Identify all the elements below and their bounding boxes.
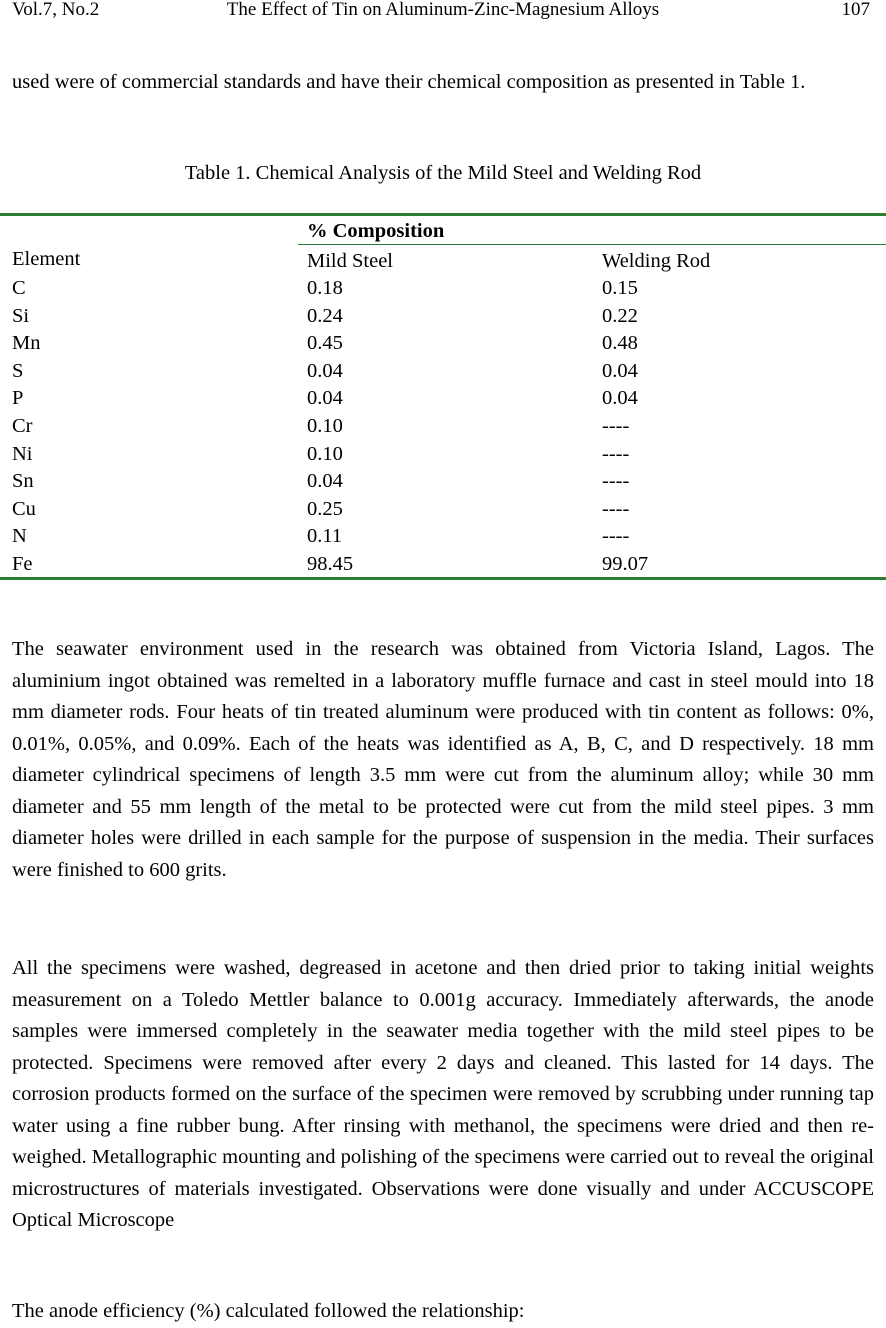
welding-rod-cell: 0.15: [602, 277, 638, 299]
table-row: [0, 551, 886, 579]
table-row: [0, 496, 886, 524]
paragraph-specimens: All the specimens were washed, degreased in acetone and then dried prior to taking initial weights measurement on a Toledo Mettler balance to 0.001g accuracy. Immediately afterwards, the anode samples were immersed completely in the seawater media together with the mild steel pipes to be protected. Specimens were removed after every 2 days and cleaned. This lasted for 14 days. The corrosion products formed on the surface of the specimen were removed by scrubbing under running tap water using a fine rubber bung. After rinsing with methanol, the specimens were dried and then re-weighed. Metallographic mounting and polishing of the specimens were carried out to reveal the original microstructures of materials investigated. Observations were done visually and under ACCUSCOPE Optical Microscope: [12, 957, 874, 1231]
welding-rod-cell: 0.04: [602, 359, 638, 382]
running-head: [12, 0, 874, 22]
welding-rod-cell: ----: [602, 525, 630, 548]
welding-rod-cell: 99.07: [602, 552, 649, 575]
page-number: 107: [841, 0, 870, 20]
mild-steel-cell: 0.10: [307, 414, 343, 437]
table-row: [0, 330, 886, 358]
welding-rod-column-header: Welding Rod: [602, 250, 711, 272]
element-cell: S: [12, 359, 24, 382]
element-cell: Sn: [12, 470, 34, 493]
paragraph-efficiency: The anode efficiency (%) calculated followed the relationship:: [12, 1300, 525, 1322]
mild-steel-cell: 0.11: [307, 525, 343, 548]
composition-group-header: % Composition: [307, 220, 445, 242]
mild-steel-cell: 0.04: [307, 359, 343, 382]
paragraph-seawater: The seawater environment used in the research was obtained from Victoria Island, Lagos. The aluminium ingot obtained was remelted in a laboratory muffle furnace and cast in steel mould into 18 mm diameter rods. Four heats of tin treated aluminum were produced with tin content as follows: 0%, 0.01%, 0.05%, and 0.09%. Each of the heats was identified as A, B, C, and D respectively. 18 mm diameter cylindrical specimens of length 3.5 mm were cut from the aluminum alloy; while 30 mm diameter and 55 mm length of the metal to be protected were cut from the mild steel pipes. 3 mm diameter holes were drilled in each sample for the purpose of suspension in the media. Their surfaces were finished to 600 grits.: [12, 638, 874, 881]
element-column-header: Element: [12, 248, 81, 270]
table-bottom-rule: [0, 577, 886, 580]
element-cell: N: [12, 525, 27, 548]
welding-rod-cell: ----: [602, 414, 630, 437]
element-cell: P: [12, 387, 24, 410]
welding-rod-cell: 0.04: [602, 387, 638, 410]
table-row: [0, 358, 886, 386]
table-body: [0, 275, 886, 579]
welding-rod-cell: ----: [602, 470, 630, 493]
table-row: [0, 523, 886, 551]
welding-rod-cell: 0.22: [602, 304, 638, 327]
table-row: [0, 275, 886, 303]
running-title: The Effect of Tin on Aluminum-Zinc-Magnesium Alloys: [226, 0, 660, 20]
journal-volume: Vol.7, No.2: [12, 0, 100, 20]
table-row: [0, 468, 886, 496]
table-top-rule: [0, 213, 886, 216]
table-caption: Table 1. Chemical Analysis of the Mild Steel and Welding Rod: [184, 162, 702, 184]
element-cell: Ni: [12, 442, 33, 465]
element-cell: Si: [12, 304, 30, 327]
mild-steel-cell: 0.04: [307, 387, 343, 410]
mild-steel-cell: 0.45: [307, 332, 343, 355]
mild-steel-column-header: Mild Steel: [307, 250, 393, 272]
table-row: [0, 413, 886, 441]
element-cell: Mn: [12, 332, 41, 355]
mild-steel-cell: 0.24: [307, 304, 343, 327]
table-row: [0, 303, 886, 331]
mild-steel-cell: 0.18: [307, 277, 343, 299]
welding-rod-cell: ----: [602, 442, 630, 465]
table-group-rule: [298, 244, 886, 245]
welding-rod-cell: 0.48: [602, 332, 638, 355]
mild-steel-cell: 0.25: [307, 497, 343, 520]
element-cell: Cu: [12, 497, 36, 520]
paragraph-intro: used were of commercial standards and have their chemical composition as presented in Table 1.: [12, 71, 806, 93]
mild-steel-cell: 98.45: [307, 552, 354, 575]
mild-steel-cell: 0.04: [307, 470, 343, 493]
mild-steel-cell: 0.10: [307, 442, 343, 465]
table-row: [0, 385, 886, 413]
element-cell: C: [12, 277, 26, 299]
table-row: [0, 441, 886, 469]
element-cell: Cr: [12, 414, 33, 437]
welding-rod-cell: ----: [602, 497, 630, 520]
element-cell: Fe: [12, 552, 33, 575]
